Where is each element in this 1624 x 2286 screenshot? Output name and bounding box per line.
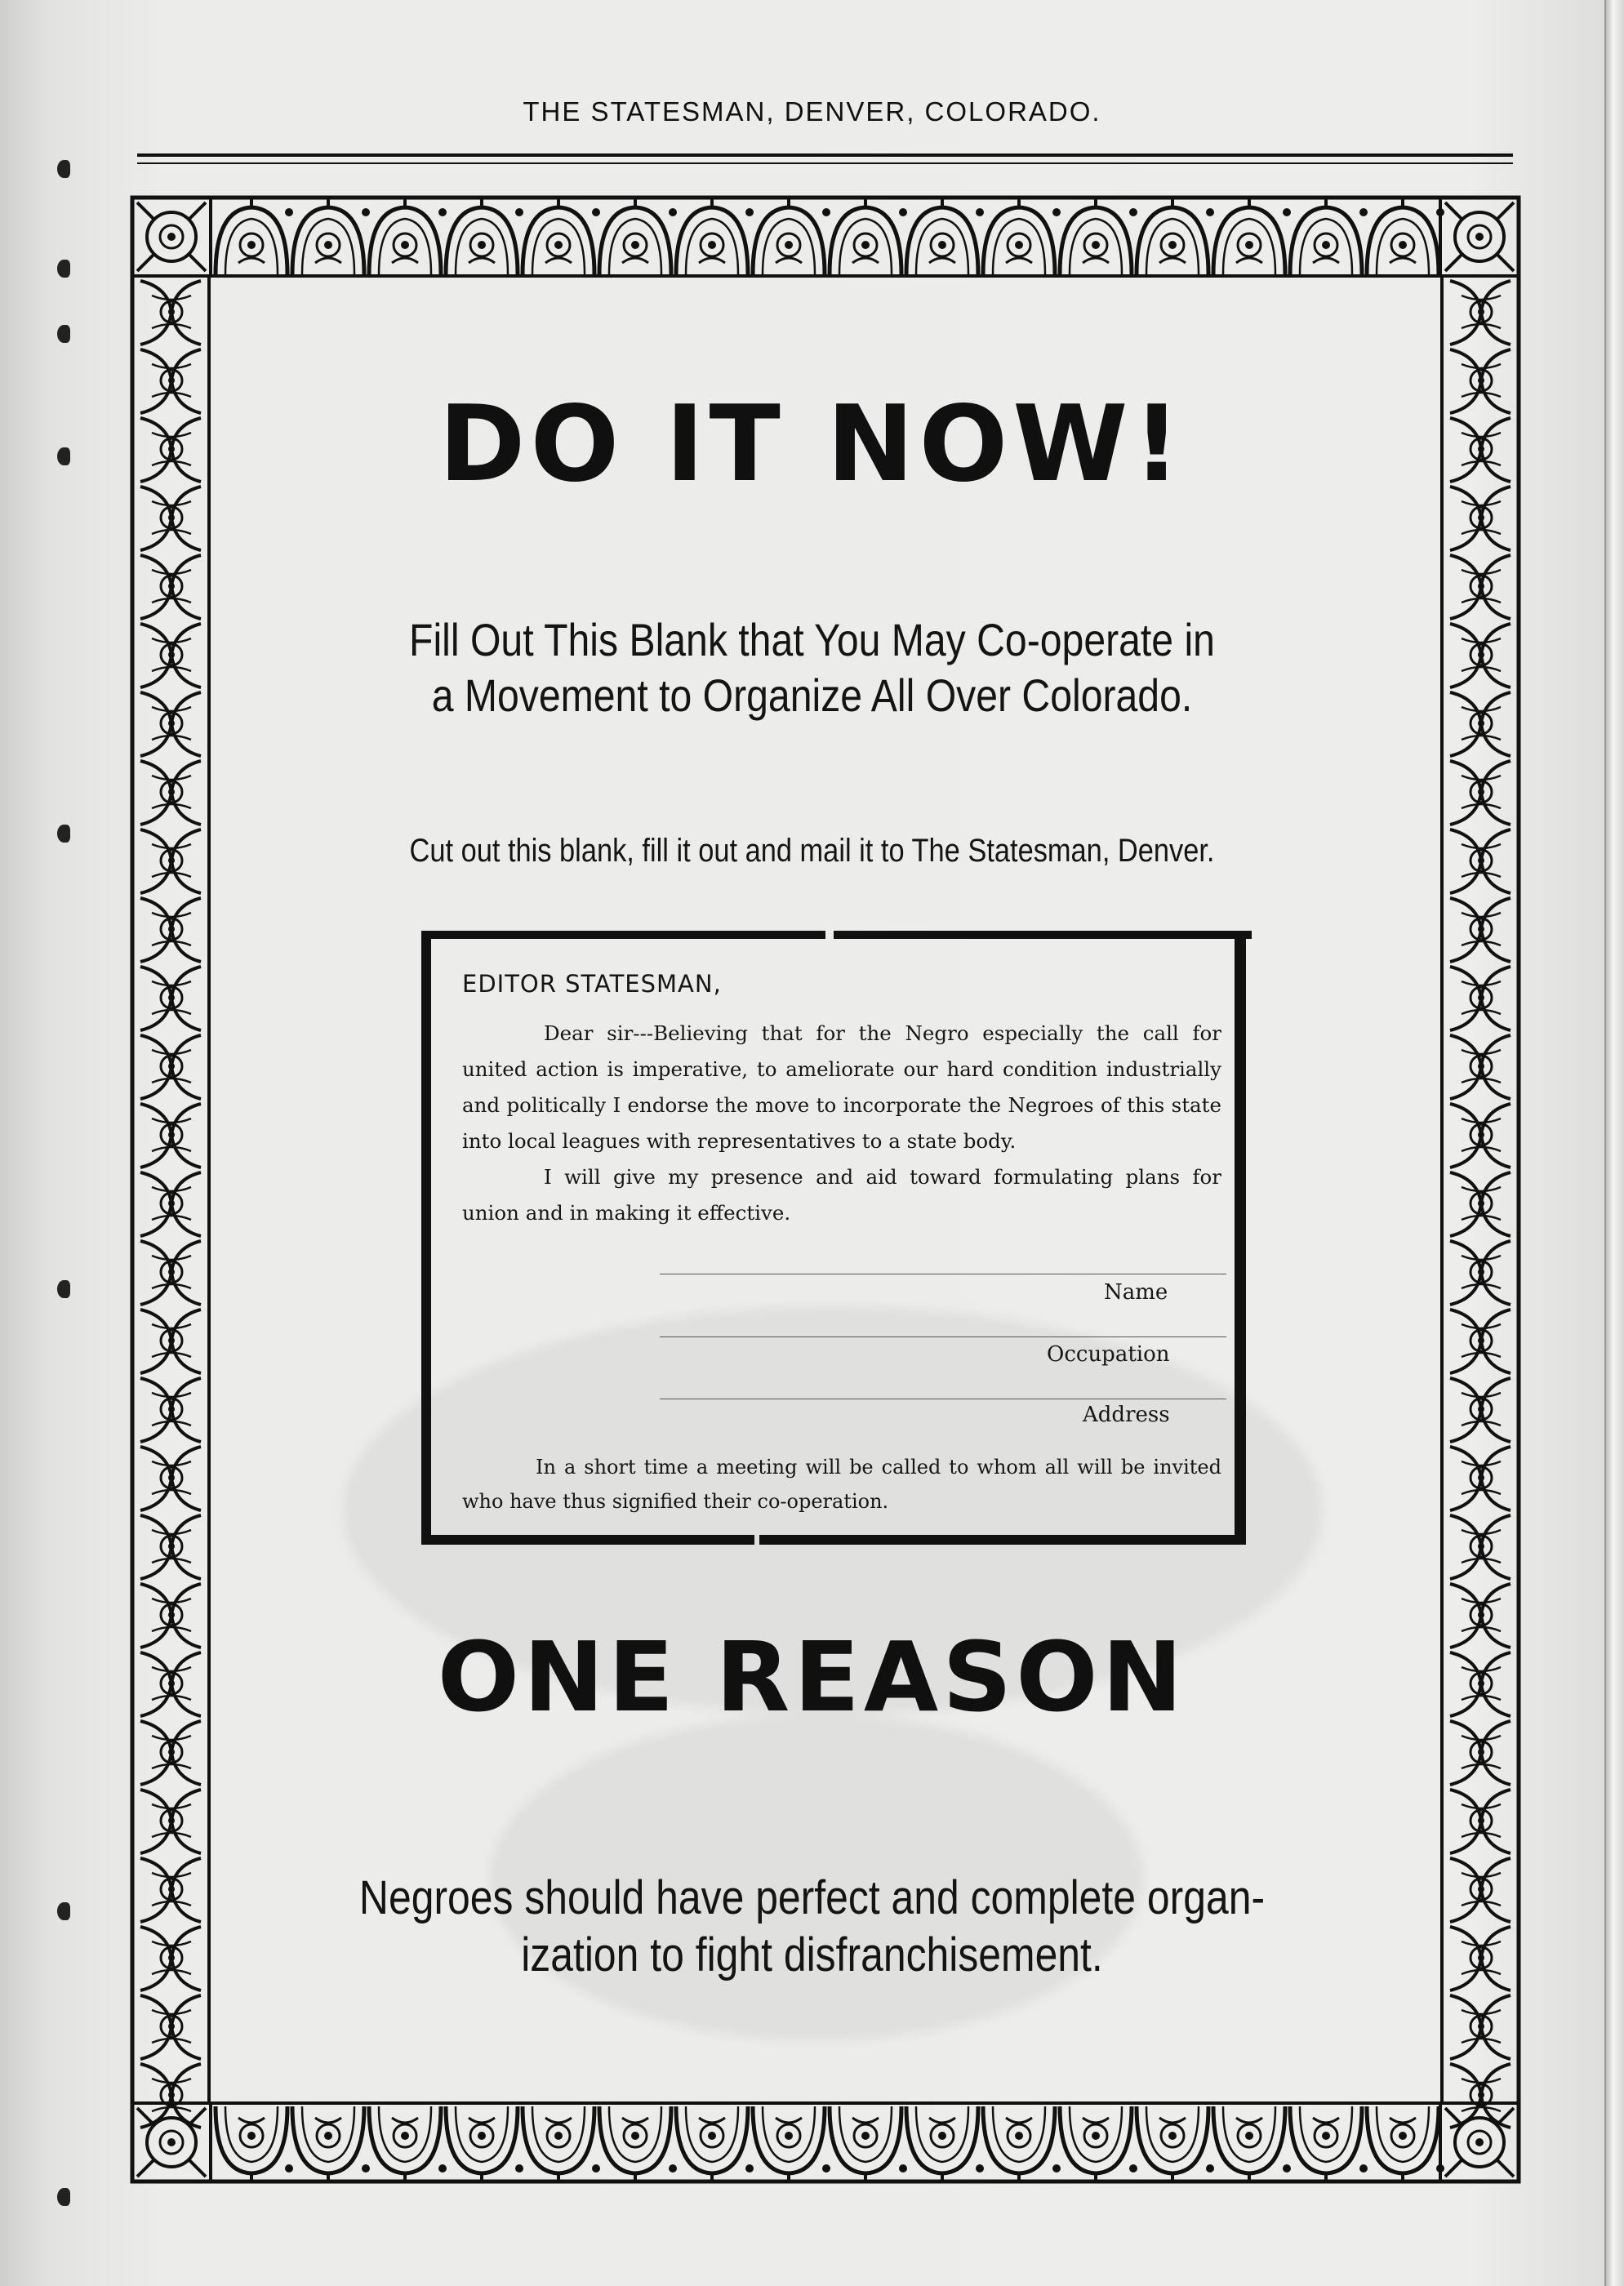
occupation-field-line[interactable] [660,1336,1226,1337]
form-closing-text: In a short time a meeting will be called to whom all will be invited who have thus signified their co-operation. [462,1456,1221,1513]
address-field-label: Address [1083,1403,1170,1427]
name-field-label: Name [1104,1280,1168,1305]
pledge-form [421,931,1244,1543]
subhead-bottom [113,1870,1511,1984]
form-closing [462,1450,1221,1519]
subhead-bottom-line-2: ization to fight disfranchisement. [521,1928,1103,1981]
binding-hole [57,1902,70,1920]
occupation-field-label: Occupation [1047,1342,1170,1367]
cut-instruction: Cut out this blank, fill it out and mail it to The Statesman, Denver. [409,833,1215,869]
binding-hole [57,1280,70,1298]
binding-hole [57,825,70,843]
subhead-top-line-2: a Movement to Organize All Over Colorado. [431,669,1193,721]
headline-do-it-now: DO IT NOW! [438,384,1186,505]
running-head: THE STATESMAN, DENVER, COLORADO. [523,96,1101,127]
form-paragraph-2: I will give my presence and aid toward formulating plans for union and in making it effective. [462,1165,1221,1225]
binding-hole [57,160,70,178]
page-edge [1604,0,1624,2286]
form-body [447,970,1221,1231]
header-rule-thin [137,162,1513,164]
form-salutation: EDITOR STATESMAN, [462,970,722,998]
subhead-top-line-1: Fill Out This Blank that You May Co-operate in [409,614,1215,665]
binding-hole [57,260,70,278]
form-paragraph-1: Dear sir---Believing that for the Negro especially the call for united action is imperative, to ameliorate our hard condition industrially and politically I endorse the move to incorporate the Negroes of this state into local leagues with representatives to a state body. [462,1021,1221,1153]
subhead-top [113,612,1511,723]
headline-one-reason: ONE REASON [437,1621,1187,1733]
subhead-bottom-line-1: Negroes should have perfect and complete organ- [358,1871,1266,1924]
binding-hole [57,2188,70,2206]
header-rule [137,153,1513,157]
binding-hole [57,325,70,343]
